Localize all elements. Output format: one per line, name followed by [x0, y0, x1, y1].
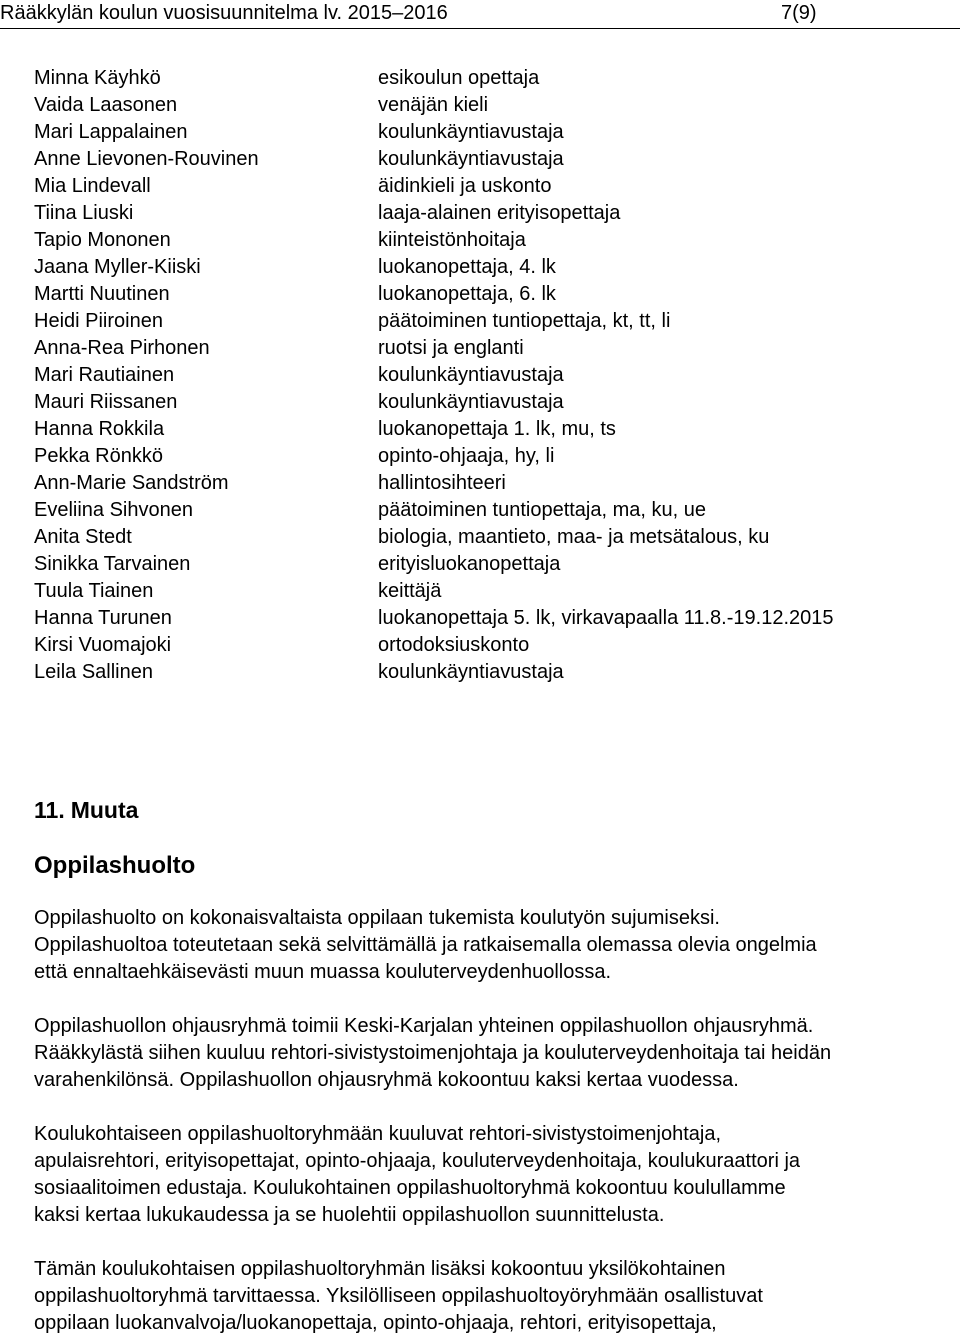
- text-line: oppilashuoltoryhmä tarvittaessa. Yksilölliseen oppilashuoltoyöryhmään osallistuvat: [34, 1285, 763, 1307]
- staff-role: hallintosihteeri: [378, 472, 506, 494]
- staff-name: Anne Lievonen-Rouvinen: [34, 148, 259, 170]
- staff-name: Tuula Tiainen: [34, 580, 154, 602]
- text-line: kaksi kertaa lukukaudessa ja se huolehtii oppilashuollon suunnittelusta.: [34, 1204, 665, 1226]
- staff-name: Kirsi Vuomajoki: [34, 634, 172, 656]
- staff-row: [34, 65, 934, 92]
- staff-row: [34, 578, 934, 605]
- staff-name: Mauri Riissanen: [34, 391, 178, 413]
- staff-row: [34, 92, 934, 119]
- document-title: Rääkkylän koulun vuosisuunnitelma lv. 2015–2016: [0, 2, 448, 24]
- header-divider: [0, 28, 960, 29]
- text-line: oppilaan luokanvalvoja/luokanopettaja, opinto-ohjaaja, rehtori, erityisopettaja,: [34, 1312, 717, 1334]
- text-line: että ennaltaehkäisevästi muun muassa kouluterveydenhuollossa.: [34, 961, 612, 983]
- staff-row: [34, 659, 934, 686]
- section-number: 11.: [34, 797, 65, 823]
- staff-role: päätoiminen tuntiopettaja, ma, ku, ue: [378, 499, 706, 521]
- staff-row: [34, 335, 934, 362]
- staff-role: esikoulun opettaja: [378, 67, 540, 89]
- text-line: Koulukohtaiseen oppilashuoltoryhmään kuuluvat rehtori-sivistystoimenjohtaja,: [34, 1123, 722, 1145]
- staff-row: [34, 173, 934, 200]
- text-line: varahenkilönsä. Oppilashuollon ohjausryhmä kokoontuu kaksi kertaa vuodessa.: [34, 1069, 739, 1091]
- staff-role: päätoiminen tuntiopettaja, kt, tt, li: [378, 310, 671, 332]
- staff-role: koulunkäyntiavustaja: [378, 364, 564, 386]
- staff-name: Anna-Rea Pirhonen: [34, 337, 210, 359]
- staff-name: Eveliina Sihvonen: [34, 499, 193, 521]
- staff-name: Tiina Liuski: [34, 202, 134, 224]
- staff-role: venäjän kieli: [378, 94, 489, 116]
- staff-row: [34, 443, 934, 470]
- staff-role: ruotsi ja englanti: [378, 337, 524, 359]
- staff-role: luokanopettaja 1. lk, mu, ts: [378, 418, 616, 440]
- staff-role: biologia, maantieto, maa- ja metsätalous, ku: [378, 526, 770, 548]
- staff-name: Ann-Marie Sandström: [34, 472, 229, 494]
- staff-role: laaja-alainen erityisopettaja: [378, 202, 621, 224]
- staff-name: Leila Sallinen: [34, 661, 153, 683]
- text-line: Tämän koulukohtaisen oppilashuoltoryhmän lisäksi kokoontuu yksilökohtainen: [34, 1258, 726, 1280]
- staff-row: [34, 605, 934, 632]
- staff-list: [34, 65, 934, 686]
- staff-row: [34, 281, 934, 308]
- staff-row: [34, 524, 934, 551]
- staff-row: [34, 416, 934, 443]
- staff-row: [34, 227, 934, 254]
- staff-row: [34, 389, 934, 416]
- staff-row: [34, 254, 934, 281]
- staff-name: Anita Stedt: [34, 526, 132, 548]
- page-header: [0, 0, 960, 30]
- staff-row: [34, 119, 934, 146]
- staff-role: koulunkäyntiavustaja: [378, 121, 564, 143]
- staff-role: erityisluokanopettaja: [378, 553, 561, 575]
- staff-name: Mari Rautiainen: [34, 364, 175, 386]
- staff-role: ortodoksiuskonto: [378, 634, 530, 656]
- staff-name: Martti Nuutinen: [34, 283, 170, 305]
- staff-role: luokanopettaja, 6. lk: [378, 283, 556, 305]
- section-heading: [34, 795, 934, 825]
- text-line: Rääkkylästä siihen kuuluu rehtori-sivistystoimenjohtaja ja kouluterveydenhoitaja tai heidän: [34, 1042, 832, 1064]
- paragraph: [34, 1013, 934, 1094]
- staff-name: Hanna Turunen: [34, 607, 172, 629]
- staff-name: Mia Lindevall: [34, 175, 151, 197]
- staff-role: keittäjä: [378, 580, 442, 602]
- text-line: apulaisrehtori, erityisopettajat, opinto-ohjaaja, kouluterveydenhoitaja, koulukuraattori ja: [34, 1150, 801, 1172]
- staff-name: Tapio Mononen: [34, 229, 171, 251]
- text-line: Oppilashuolto on kokonaisvaltaista oppilaan tukemista koulutyön sujumiseksi.: [34, 907, 720, 929]
- staff-row: [34, 551, 934, 578]
- staff-name: Sinikka Tarvainen: [34, 553, 191, 575]
- staff-row: [34, 497, 934, 524]
- page-number: 7(9): [781, 2, 817, 24]
- text-line: Oppilashuollon ohjausryhmä toimii Keski-Karjalan yhteinen oppilashuollon ohjausryhmä.: [34, 1015, 814, 1037]
- staff-name: Pekka Rönkkö: [34, 445, 163, 467]
- text-line: sosiaalitoimen edustaja. Koulukohtainen oppilashuoltoryhmä kokoontuu koulullamme: [34, 1177, 786, 1199]
- staff-role: koulunkäyntiavustaja: [378, 148, 564, 170]
- text-line: Oppilashuoltoa toteutetaan sekä selvittämällä ja ratkaisemalla olemassa olevia ongelmia: [34, 934, 817, 956]
- staff-row: [34, 146, 934, 173]
- staff-name: Hanna Rokkila: [34, 418, 165, 440]
- section-muuta: [34, 795, 934, 1337]
- subheading-oppilashuolto: Oppilashuolto: [34, 852, 196, 879]
- staff-role: äidinkieli ja uskonto: [378, 175, 552, 197]
- staff-role: koulunkäyntiavustaja: [378, 391, 564, 413]
- staff-name: Jaana Myller-Kiiski: [34, 256, 201, 278]
- staff-name: Minna Käyhkö: [34, 67, 161, 89]
- staff-name: Mari Lappalainen: [34, 121, 188, 143]
- staff-role: opinto-ohjaaja, hy, li: [378, 445, 555, 467]
- staff-row: [34, 632, 934, 659]
- paragraph: [34, 905, 934, 986]
- staff-row: [34, 470, 934, 497]
- staff-role: koulunkäyntiavustaja: [378, 661, 564, 683]
- staff-row: [34, 362, 934, 389]
- section-title: Muuta: [70, 797, 139, 823]
- staff-role: luokanopettaja 5. lk, virkavapaalla 11.8.-19.12.2015: [378, 607, 834, 629]
- paragraph: [34, 1121, 934, 1229]
- staff-role: kiinteistönhoitaja: [378, 229, 526, 251]
- staff-name: Vaida Laasonen: [34, 94, 178, 116]
- staff-name: Heidi Piiroinen: [34, 310, 163, 332]
- staff-row: [34, 200, 934, 227]
- staff-row: [34, 308, 934, 335]
- staff-role: luokanopettaja, 4. lk: [378, 256, 556, 278]
- paragraph: [34, 1256, 934, 1337]
